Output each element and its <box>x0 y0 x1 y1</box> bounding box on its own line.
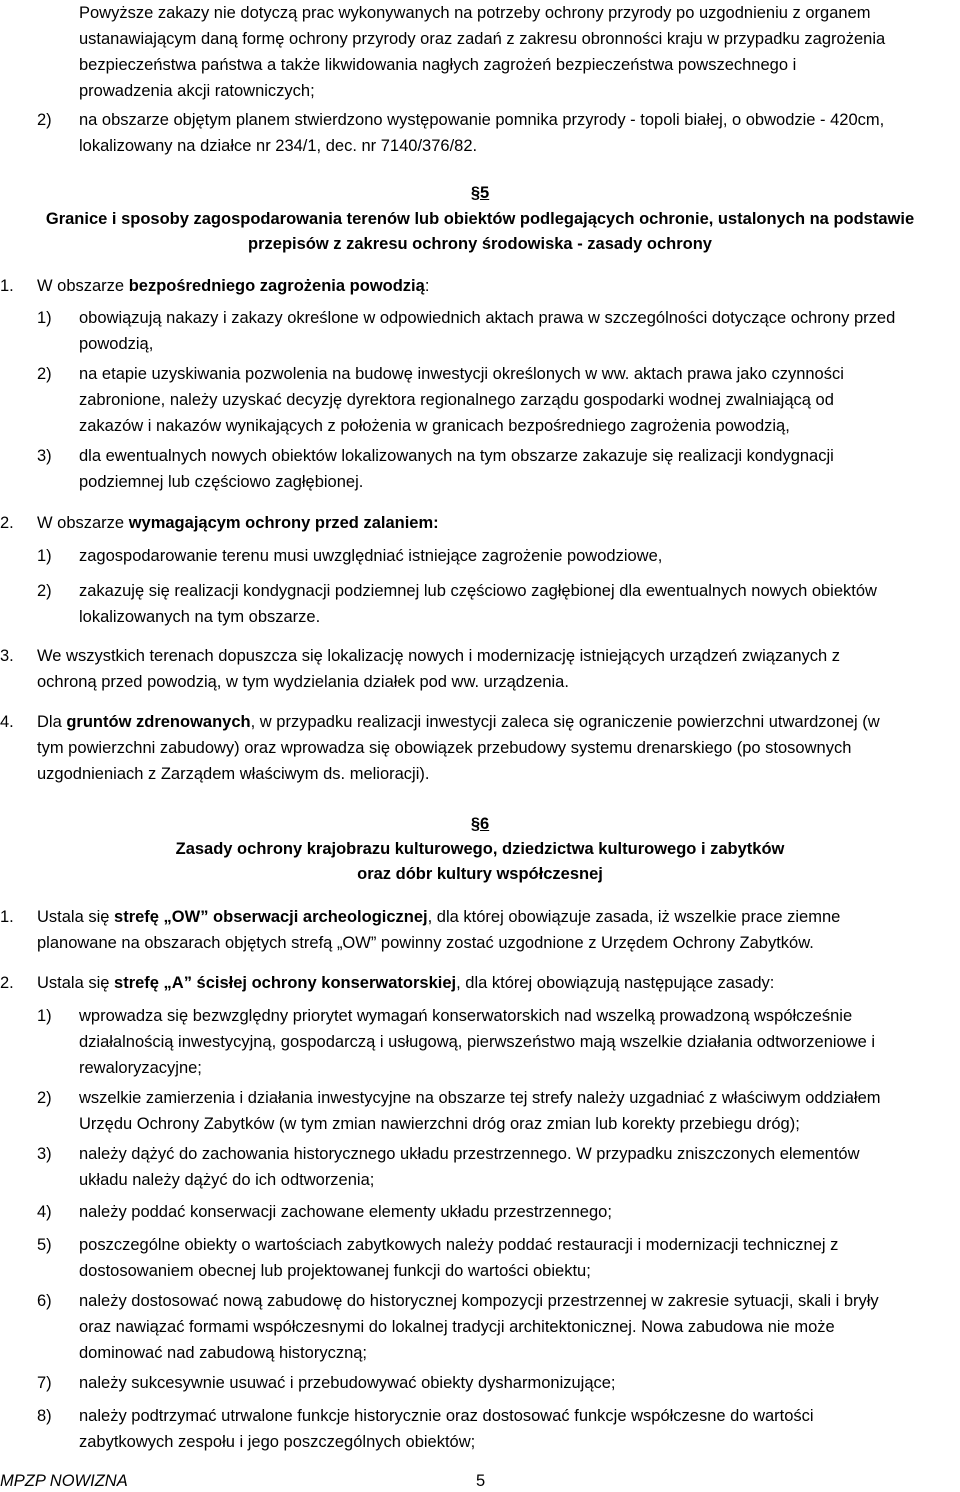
bold-text: bezpośredniego zagrożenia powodzią <box>128 277 425 295</box>
paragraph-line <box>37 273 429 299</box>
item-line: dominować nad zabudową historyczną; <box>79 1344 368 1362</box>
item-number: 1) <box>37 547 52 565</box>
item-number: 2) <box>37 111 52 129</box>
item-line: należy poddać konserwacji zachowane elementy układu przestrzennego; <box>79 1203 612 1221</box>
item-number: 6) <box>37 1292 52 1310</box>
item-line: lokalizowany na działce nr 234/1, dec. nr 7140/376/82. <box>79 137 478 155</box>
paragraph-number: 3. <box>0 647 14 665</box>
intro-line: bezpieczeństwa państwa a także likwidowania nagłych zagrożeń bezpieczeństwa powszechnego i <box>79 56 797 74</box>
item-line: na obszarze objętym planem stwierdzono występowanie pomnika przyrody - topoli białej, o obwodzie - 420cm, <box>79 111 885 129</box>
item-line: dostosowaniem obecnej lub projektowanej funkcji do wartości obiektu; <box>79 1262 591 1280</box>
paragraph-line <box>37 709 880 735</box>
section-heading-5: §5 <box>470 184 490 202</box>
item-line: oraz nawiązać formami współczesnymi do lokalnej tradycji architektonicznej. Nowa zabudowa nie może <box>79 1318 835 1336</box>
paragraph-line: tym powierzchni zabudowy) oraz wprowadza się obowiązek przebudowy systemu drenarskiego (po stosownych <box>37 739 852 757</box>
paragraph-number: 2. <box>0 974 14 992</box>
paragraph-line <box>37 970 774 996</box>
paragraph-number: 2. <box>0 514 14 532</box>
bold-text: strefę „A” ścisłej ochrony konserwatorskiej <box>114 974 457 992</box>
paragraph-line <box>37 904 840 930</box>
item-line: na etapie uzyskiwania pozwolenia na budowę inwestycji określonych w ww. aktach prawa jako czynności <box>79 365 844 383</box>
text: , dla której obowiązuje zasada, iż wszelkie prace ziemne <box>427 908 841 926</box>
item-number: 7) <box>37 1374 52 1392</box>
item-line: zabronione, należy uzyskać decyzję dyrektora regionalnego zarządu gospodarki wodnej zwalniającą od <box>79 391 834 409</box>
item-line: wprowadza się bezwzględny priorytet wymagań konserwatorskich nad wszelką prowadzoną współcześnie <box>79 1007 853 1025</box>
paragraph-line: ochroną przed powodzią, w tym wydzielania działek pod ww. urządzenia. <box>37 673 569 691</box>
intro-line: prowadzenia akcji ratowniczych; <box>79 82 315 100</box>
item-line: zabytkowych zespołu i jego poszczególnych obiektów; <box>79 1433 476 1451</box>
item-line: zakazów i nakazów wynikających z położenia w granicach bezpośredniego zagrożenia powodzią, <box>79 417 790 435</box>
paragraph-line: planowane na obszarach objętych strefą „OW” powinny zostać uzgodnione z Urzędem Ochrony Zabytków. <box>37 934 814 952</box>
item-line: poszczególne obiekty o wartościach zabytkowych należy poddać restauracji i modernizacji technicznej z <box>79 1236 839 1254</box>
item-line: dla ewentualnych nowych obiektów lokalizowanych na tym obszarze zakazuje się realizacji kondygnacji <box>79 447 834 465</box>
section-number: 6 <box>480 815 490 833</box>
text: : <box>424 277 430 295</box>
item-number: 3) <box>37 1145 52 1163</box>
section-number: 5 <box>480 184 490 202</box>
bold-text: strefę „OW” obserwacji archeologicznej <box>114 908 428 926</box>
footer-page-number: 5 <box>476 1472 486 1490</box>
item-line: rewaloryzacyjne; <box>79 1059 202 1077</box>
item-line: Urzędu Ochrony Zabytków (w tym zmian nawierzchni dróg oraz zmian lub korekty przebiegu dróg); <box>79 1115 800 1133</box>
item-line: należy dostosować nową zabudowę do historycznej kompozycji przestrzennej w zakresie sytuacji, skali i bryły <box>79 1292 879 1310</box>
item-line: należy podtrzymać utrwalone funkcje historycznie oraz dostosować funkcje współczesne do wartości <box>79 1407 814 1425</box>
item-number: 5) <box>37 1236 52 1254</box>
item-line: zakazuję się realizacji kondygnacji podziemnej lub częściowo zagłębionej dla ewentualnych nowych obiektów <box>79 582 877 600</box>
section-title: przepisów z zakresu ochrony środowiska - zasady ochrony <box>248 235 712 253</box>
bold-text: gruntów zdrenowanych <box>66 713 251 731</box>
section-heading-6: §6 <box>470 815 490 833</box>
text: W obszarze <box>37 514 129 532</box>
item-line: obowiązują nakazy i zakazy określone w odpowiednich aktach prawa w szczególności dotyczące ochrony przed <box>79 309 896 327</box>
text: Ustala się <box>37 974 115 992</box>
paragraph-line: We wszystkich terenach dopuszcza się lokalizację nowych i modernizację istniejących urządzeń związanych z <box>37 647 841 665</box>
paragraph-line <box>37 510 439 536</box>
item-line: powodzią, <box>79 335 154 353</box>
item-line: lokalizowanych na tym obszarze. <box>79 608 321 626</box>
item-number: 1) <box>37 1007 52 1025</box>
bold-text: wymagającym ochrony przed zalaniem: <box>128 514 439 532</box>
item-line: należy dążyć do zachowania historycznego układu przestrzennego. W przypadku zniszczonych elementów <box>79 1145 860 1163</box>
item-number: 4) <box>37 1203 52 1221</box>
text: , dla której obowiązują następujące zasady: <box>456 974 775 992</box>
item-number: 2) <box>37 582 52 600</box>
paragraph-number: 1. <box>0 908 14 926</box>
section-title: oraz dóbr kultury współczesnej <box>357 865 603 883</box>
text: Dla <box>37 713 67 731</box>
text: Ustala się <box>37 908 115 926</box>
item-number: 8) <box>37 1407 52 1425</box>
section-title: Granice i sposoby zagospodarowania terenów lub obiektów podlegających ochronie, ustalonych na podstawie <box>45 210 915 228</box>
text: W obszarze <box>37 277 129 295</box>
section-title: Zasady ochrony krajobrazu kulturowego, dziedzictwa kulturowego i zabytków <box>175 840 785 858</box>
paragraph-line: uzgodnieniach z Zarządem właściwym ds. melioracji). <box>37 765 430 783</box>
item-line: działalnością inwestycyjną, gospodarczą i usługową, pierwszeństwo mają wszelkie działania odtworzeniowe i <box>79 1033 876 1051</box>
footer-document-name: MPZP NOWIZNA <box>0 1472 128 1490</box>
item-line: wszelkie zamierzenia i działania inwestycyjne na obszarze tej strefy należy uzgadniać z właściwym oddziałem <box>79 1089 881 1107</box>
item-line: podziemnej lub częściowo zagłębionej. <box>79 473 364 491</box>
item-line: układu należy dążyć do ich odtworzenia; <box>79 1171 375 1189</box>
item-number: 3) <box>37 447 52 465</box>
intro-line: ustanawiającym daną formę ochrony przyrody oraz zadań z zakresu obronności kraju w przypadku zagrożenia <box>79 30 886 48</box>
item-number: 1) <box>37 309 52 327</box>
intro-line: Powyższe zakazy nie dotyczą prac wykonywanych na potrzeby ochrony przyrody po uzgodnieniu z organem <box>79 4 871 22</box>
paragraph-number: 4. <box>0 713 14 731</box>
item-number: 2) <box>37 365 52 383</box>
item-line: zagospodarowanie terenu musi uwzględniać istniejące zagrożenie powodziowe, <box>79 547 663 565</box>
item-number: 2) <box>37 1089 52 1107</box>
text: , w przypadku realizacji inwestycji zaleca się ograniczenie powierzchni utwardzonej (w <box>250 713 880 731</box>
paragraph-number: 1. <box>0 277 14 295</box>
item-line: należy sukcesywnie usuwać i przebudowywać obiekty dysharmonizujące; <box>79 1374 616 1392</box>
